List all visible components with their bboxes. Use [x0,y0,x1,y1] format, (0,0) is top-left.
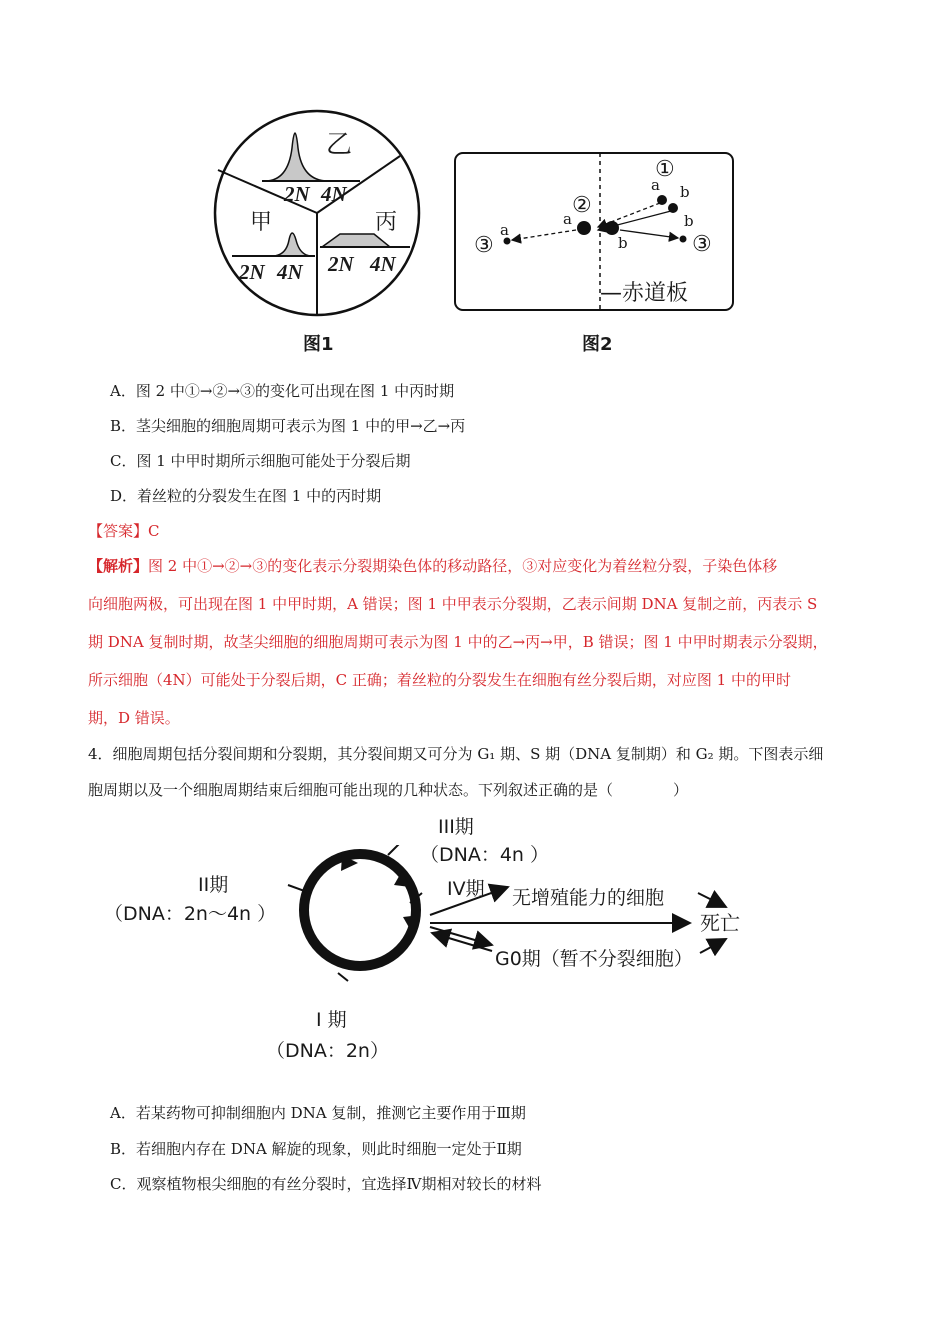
g0-label: G0期（暂不分裂细胞） [495,948,693,970]
q3-option-d: D．着丝粒的分裂发生在图 1 中的丙时期 [110,487,382,505]
q3-analysis-line-1: 【解析】图 2 中①→②→③的变化表示分裂期染色体的移动路径，③对应变化为着丝粒分裂，子染色体移 [88,557,778,575]
fig2-b-right: b [684,212,694,230]
phase-3-dna: （DNA：4n ） [420,844,550,866]
q4-option-a: A．若某药物可抑制细胞内 DNA 复制，推测它主要作用于Ⅲ期 [110,1104,526,1122]
q3-analysis-line-4: 所示细胞（4N）可能处于分裂后期，C 正确；着丝粒的分裂发生在细胞有丝分裂后期，对应图 1 中的甲时 [88,671,791,689]
fig2-a-mid: a [563,210,572,228]
q3-analysis-line-5: 期，D 错误。 [88,709,180,727]
q4-stem-line-2: 胞周期以及一个细胞周期结束后细胞可能出现的几种状态。下列叙述正确的是（ ） [88,781,689,799]
q4-stem-line-1: 4．细胞周期包括分裂间期和分裂期，其分裂间期又可分为 G₁ 期、S 期（DNA 复制期）和 G₂ 期。下图表示细 [88,745,824,763]
q3-analysis-line-2: 向细胞两极，可出现在图 1 中甲时期，A 错误；图 1 中甲表示分裂期，乙表示间期 DNA 复制之前，丙表示 S [88,595,818,613]
phase-2-label: II期 [198,874,229,896]
figure-2-caption: 图2 [582,334,613,355]
fig2-equatorial-plate-label: —赤道板 [600,281,689,306]
fig1-label-jia: 甲 [250,210,273,235]
fig2-a-left: a [500,221,509,239]
fig1-bing-4n: 4N [370,252,396,276]
analysis-tag: 【解析】 [88,557,149,575]
figure-1-caption: 图1 [303,334,334,355]
q3-answer [88,521,160,541]
answer-tag: 【答案】 [88,522,149,540]
fig2-circle-1: ① [655,157,675,182]
fig2-circle-3-left: ③ [474,233,494,258]
q3-option-c: C．图 1 中甲时期所示细胞可能处于分裂后期 [110,452,411,470]
fig2-b-top: b [680,183,690,201]
no-proliferation-label: 无增殖能力的细胞 [512,887,665,909]
phase-1-label: I 期 [316,1009,347,1031]
phase-3-label: III期 [438,816,474,838]
q4-option-b: B．若细胞内存在 DNA 解旋的现象，则此时细胞一定处于Ⅱ期 [110,1140,522,1158]
q3-option-a: A．图 2 中①→②→③的变化可出现在图 1 中丙时期 [110,382,455,400]
fig2-a-top: a [651,176,660,194]
answer-value: C [148,522,160,540]
cell-cycle-diagram [270,845,770,1005]
fig2-circle-3-right: ③ [692,232,712,257]
phase-1-dna: （DNA：2n） [266,1040,389,1062]
death-label: 死亡 [700,911,740,935]
q3-analysis-line-3: 期 DNA 复制时期，故茎尖细胞的细胞周期可表示为图 1 中的乙→丙→甲，B 错误；图 1 中甲时期表示分裂期， [88,633,828,651]
q3-option-b: B．茎尖细胞的细胞周期可表示为图 1 中的甲→乙→丙 [110,417,466,435]
phase-2-dna: （DNA：2n～4n ） [104,903,277,925]
fig1-bing-2n: 2N [328,252,354,276]
fig1-label-bing: 丙 [375,210,398,235]
fig2-circle-2: ② [572,193,592,218]
fig1-label-yi: 乙 [326,130,353,160]
q4-option-c: C．观察植物根尖细胞的有丝分裂时，宜选择Ⅳ期相对较长的材料 [110,1175,542,1193]
fig1-yi-2n: 2N [284,182,310,206]
fig1-jia-4n: 4N [277,260,303,284]
fig1-yi-4n: 4N [321,182,347,206]
phase-4-label: IV期 [447,878,485,900]
fig1-jia-2n: 2N [239,260,265,284]
fig2-b-mid: b [618,234,628,252]
